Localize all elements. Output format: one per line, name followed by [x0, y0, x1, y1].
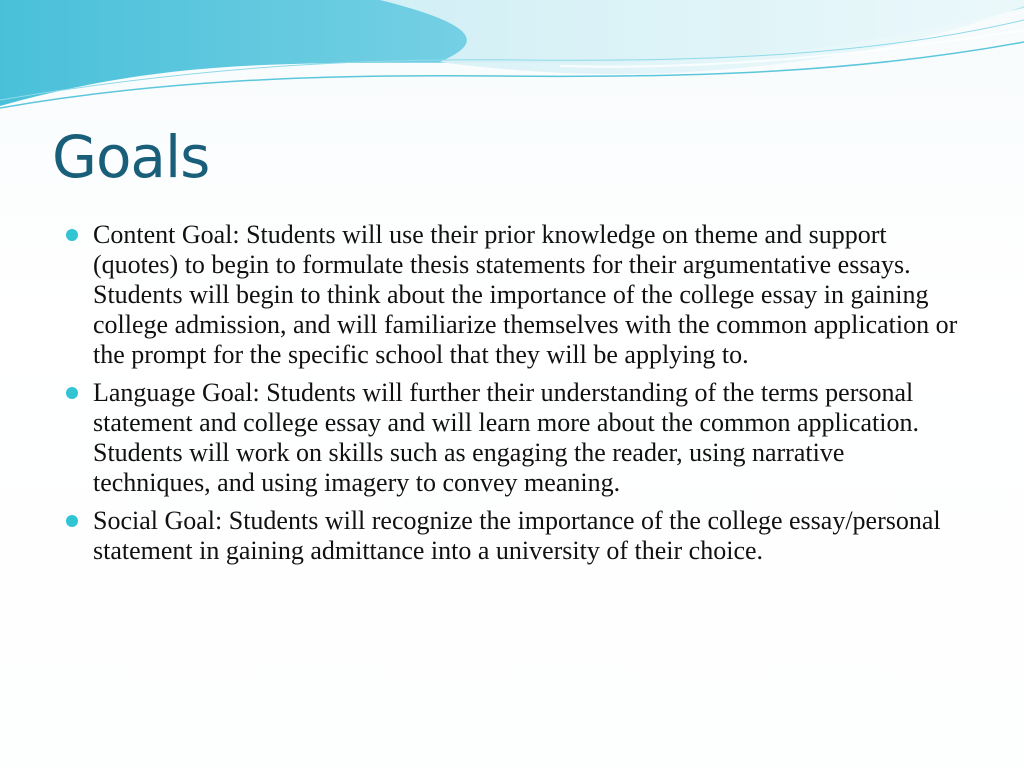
bullet-dot-icon [66, 515, 78, 527]
bullet-text: Social Goal: Students will recognize the importance of the college essay/personal statement in gaining admittance into a university of their choice. [93, 506, 941, 565]
wave-band-light [380, 0, 1024, 74]
slide-title: Goals [52, 123, 210, 191]
bullet-dot-icon [66, 387, 78, 399]
bullet-language-goal [66, 378, 966, 498]
bullet-content-goal [66, 220, 966, 370]
bullet-text: Content Goal: Students will use their prior knowledge on theme and support (quotes) to begin to formulate thesis statements for their argumentative essays. Students will begin to think about the importance of the college essay in gaining college admission, and will familiarize themselves with the common application or the prompt for the specific school that they will be applying to. [93, 220, 958, 369]
header-wave-decoration [0, 0, 1024, 120]
bullet-text: Language Goal: Students will further their understanding of the terms personal statement and college essay and will learn more about the common application. Students will work on skills such as engaging the reader, using narrative techniques, and using imagery to convey meaning. [93, 378, 919, 497]
bullet-dot-icon [66, 229, 78, 241]
goals-list [66, 220, 966, 574]
bullet-social-goal [66, 506, 966, 566]
